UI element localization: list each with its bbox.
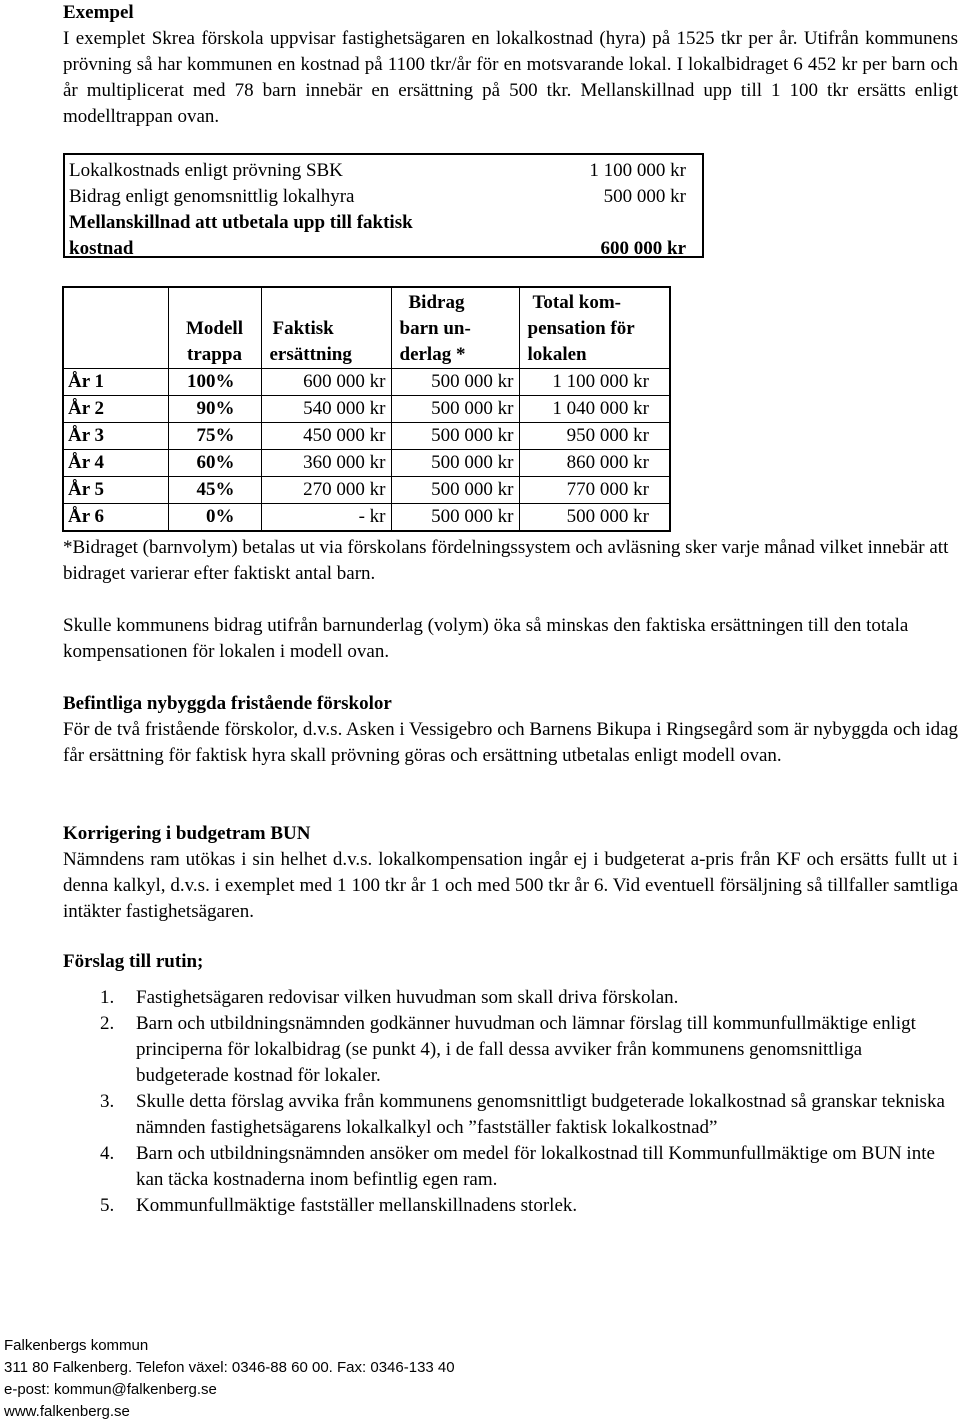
rutin-list	[63, 985, 958, 1219]
table-row	[63, 396, 670, 423]
table-row	[63, 504, 670, 532]
list-item-number: 5.	[100, 1195, 115, 1216]
example-paragraph: I exemplet Skrea förskola uppvisar fastighetsägaren en lokalkostnad (hyra) på 1525 tkr per år. Utifrån kommunens prövning så har kommunen en kostnad på 1100 tkr/år för en motsvarande lokal. I lokalbidraget 6 452 kr per barn och år multiplicerat med 78 barn innebär en ersättning på 500 tkr. Mellanskillnad upp till 1 100 tkr ersätts enligt modelltrappan ovan.	[63, 28, 958, 127]
row-pct: 60%	[168, 450, 261, 477]
row-total: 770 000 kr	[519, 477, 670, 504]
budget-section	[63, 821, 958, 925]
list-item	[63, 1011, 958, 1089]
row-pct: 0%	[168, 504, 261, 532]
footer-web: www.falkenberg.se	[4, 1403, 130, 1420]
row-total: 860 000 kr	[519, 450, 670, 477]
model-table	[62, 286, 671, 532]
row-year: År 3	[63, 423, 168, 450]
header-total-line3: lokalen	[527, 344, 587, 365]
header-total-line1: Total kom-	[532, 292, 622, 313]
list-item-text: Kommunfullmäktige fastställer mellanskillnadens storlek.	[136, 1195, 578, 1216]
summary-box	[63, 153, 704, 258]
header-faktisk-line1: Faktisk	[272, 318, 334, 339]
row-pct: 75%	[168, 423, 261, 450]
list-item-text: Fastighetsägaren redovisar vilken huvudman som skall driva förskolan.	[136, 987, 679, 1008]
list-item-number: 3.	[100, 1091, 115, 1112]
header-bidrag-line3: derlag *	[399, 344, 466, 365]
row-faktisk: - kr	[261, 504, 391, 532]
summary-label-3-line2: kostnad	[69, 238, 134, 259]
list-item	[63, 1141, 958, 1193]
table-row	[63, 423, 670, 450]
row-year: År 4	[63, 450, 168, 477]
page-footer	[4, 1335, 455, 1423]
row-pct: 90%	[168, 396, 261, 423]
summary-value-2: 500 000 kr	[603, 186, 686, 207]
header-faktisk-line2: ersättning	[269, 344, 352, 365]
fristaende-heading: Befintliga nybyggda fristående förskolor	[63, 693, 392, 714]
row-total: 1 100 000 kr	[519, 369, 670, 396]
header-bidrag-line1: Bidrag	[408, 292, 465, 313]
budget-text: Nämndens ram utökas i sin helhet d.v.s. lokalkompensation ingår ej i budgeterat a-pris från KF och ersätts fullt ut i denna kalkyl, d.v.s. i exemplet med 1 100 tkr år 1 och med 500 tkr år 6. Vid eventuell försäljning så tillfaller samtliga intäkter fastighetsägaren.	[63, 849, 958, 922]
row-total: 500 000 kr	[519, 504, 670, 532]
header-faktisk	[261, 287, 391, 369]
row-faktisk: 450 000 kr	[261, 423, 391, 450]
fristaende-text: För de två fristående förskolor, d.v.s. Asken i Vessigebro och Barnens Bikupa i Ringsegård som är nybyggda och idag får ersättning för faktisk hyra skall prövning göras och ersättning utbetalas enligt modell ovan.	[63, 719, 958, 766]
fristaende-section	[63, 691, 958, 769]
row-bidrag: 500 000 kr	[391, 369, 519, 396]
example-section	[63, 0, 958, 130]
rutin-heading: Förslag till rutin;	[63, 951, 204, 972]
header-total	[519, 287, 670, 369]
footer-email: e-post: kommun@falkenberg.se	[4, 1381, 217, 1398]
list-item	[63, 1193, 958, 1219]
table-row	[63, 450, 670, 477]
summary-value-1: 1 100 000 kr	[589, 160, 686, 181]
table-row	[63, 369, 670, 396]
row-faktisk: 600 000 kr	[261, 369, 391, 396]
header-year	[63, 287, 168, 369]
row-faktisk: 360 000 kr	[261, 450, 391, 477]
list-item-number: 4.	[100, 1143, 115, 1164]
volume-paragraph: Skulle kommunens bidrag utifrån barnunderlag (volym) öka så minskas den faktiska ersättningen till den totala kompensationen för lokalen i modell ovan.	[63, 615, 909, 662]
row-faktisk: 270 000 kr	[261, 477, 391, 504]
header-total-line2: pensation för	[527, 318, 635, 339]
row-year: År 6	[63, 504, 168, 532]
row-year: År 5	[63, 477, 168, 504]
summary-label-3-line1: Mellanskillnad att utbetala upp till faktisk	[69, 212, 413, 233]
row-year: År 1	[63, 369, 168, 396]
summary-label-2: Bidrag enligt genomsnittlig lokalhyra	[69, 186, 355, 207]
summary-value-3: 600 000 kr	[600, 238, 686, 259]
header-modell-line2: trappa	[187, 344, 242, 365]
list-item	[63, 1089, 958, 1141]
row-total: 1 040 000 kr	[519, 396, 670, 423]
header-modell-line1: Modell	[186, 318, 243, 339]
list-item-text: Barn och utbildningsnämnden godkänner huvudman och lämnar förslag till kommunfullmäktige enligt principerna för lokalbidrag (se punkt 4), i de fall dessa avviker från kommunens genomsnittliga budgeterade kostnad för lokaler.	[136, 1013, 916, 1086]
summary-label-1: Lokalkostnads enligt prövning SBK	[69, 160, 343, 181]
row-pct: 100%	[168, 369, 261, 396]
table-header-row	[63, 287, 670, 369]
row-bidrag: 500 000 kr	[391, 396, 519, 423]
header-modell	[168, 287, 261, 369]
budget-heading: Korrigering i budgetram BUN	[63, 823, 311, 844]
row-total: 950 000 kr	[519, 423, 670, 450]
list-item-number: 2.	[100, 1013, 115, 1034]
row-faktisk: 540 000 kr	[261, 396, 391, 423]
row-bidrag: 500 000 kr	[391, 450, 519, 477]
row-pct: 45%	[168, 477, 261, 504]
header-bidrag	[391, 287, 519, 369]
table-footnote: *Bidraget (barnvolym) betalas ut via förskolans fördelningssystem och avläsning sker varje månad vilket innebär att bidraget varierar efter faktiskt antal barn.	[63, 537, 949, 584]
example-heading: Exempel	[63, 2, 134, 23]
list-item-text: Skulle detta förslag avvika från kommunens genomsnittligt budgeterade lokalkostnad så granskar tekniska nämnden fastighetsägarens lokalkalkyl och ”fastställer faktisk lokalkostnad”	[136, 1091, 945, 1138]
footer-org: Falkenbergs kommun	[4, 1337, 149, 1354]
list-item-text: Barn och utbildningsnämnden ansöker om medel för lokalkostnad till Kommunfullmäktige om BUN inte kan täcka kostnaderna inom befintlig egen ram.	[136, 1143, 935, 1190]
row-year: År 2	[63, 396, 168, 423]
row-bidrag: 500 000 kr	[391, 504, 519, 532]
table-row	[63, 477, 670, 504]
header-bidrag-line2: barn un-	[399, 318, 471, 339]
list-item-number: 1.	[100, 987, 115, 1008]
row-bidrag: 500 000 kr	[391, 477, 519, 504]
footer-address: 311 80 Falkenberg. Telefon växel: 0346-88 60 00. Fax: 0346-133 40	[4, 1359, 455, 1376]
row-bidrag: 500 000 kr	[391, 423, 519, 450]
list-item	[63, 985, 958, 1011]
